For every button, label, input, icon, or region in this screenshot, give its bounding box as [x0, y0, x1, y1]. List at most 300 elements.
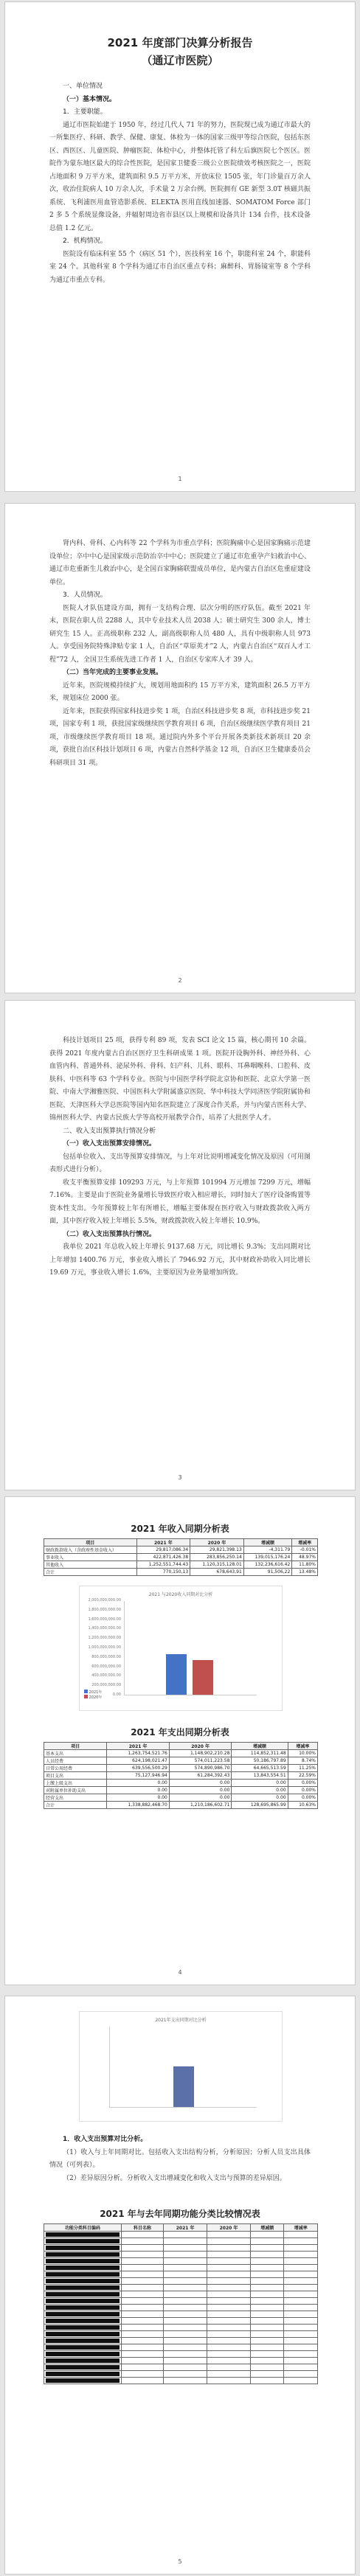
- table-cell: 13.48%: [292, 1569, 318, 1576]
- document-subtitle: （通辽市医院）: [141, 54, 219, 67]
- table-cell: [250, 2338, 284, 2344]
- table-cell: [44, 2238, 122, 2245]
- table-cell: 139,015,176.24: [243, 1554, 292, 1561]
- table-row: [44, 2325, 318, 2331]
- redacted-cell-bar: [46, 2345, 120, 2350]
- table-cell: [207, 2364, 251, 2371]
- legend-label: 2021年: [89, 1690, 103, 1695]
- table-cell: [164, 2298, 207, 2305]
- table-cell: 合计: [44, 1569, 137, 1576]
- table-cell: 75,127,946.94: [107, 1772, 170, 1780]
- column-header: 增减额: [250, 2224, 284, 2232]
- table-cell: 0.00%: [288, 1794, 317, 1802]
- y-tick-label: 600,000,000.00: [91, 1664, 121, 1669]
- table-cell: [207, 2358, 251, 2364]
- table-cell: 29,821,398.13: [190, 1546, 244, 1554]
- redacted-cell-bar: [46, 2246, 120, 2250]
- legend-label: 2020年: [89, 1695, 103, 1700]
- y-tick-label: 200,000,000.00: [91, 1683, 121, 1688]
- table-cell: 624,198,021.47: [107, 1757, 170, 1765]
- table-cell: [44, 2358, 122, 2364]
- expense-plot-area: [109, 2027, 257, 2108]
- table-cell: [284, 2265, 318, 2271]
- redacted-cell-bar: [46, 2352, 120, 2356]
- redacted-cell-bar: [46, 2292, 120, 2296]
- table-cell: [164, 2271, 207, 2278]
- table-row: [44, 1772, 318, 1780]
- paragraph: 医院人才队伍建设方面，拥有一支结构合理、层次分明的医疗队伍。截至 2021 年末，医院在职人员 2288 人，其中专业技术人员 2038 人；硕士研究生 300 余人，博士研究生 15 人。正高级职称 232 人，副高级职称人员 480 人，具有中级职称人员 973 人。享受国务院特殊津贴专家 1 人，自治区“草原英才”2 人，内蒙古自治区“双百人才工程”72 人，全国卫生系统先进工作者 1 人，自治区专家库人才 39 人。: [49, 604, 311, 664]
- table-cell: [121, 2271, 163, 2278]
- y-tick-label: 1,200,000,000.00: [88, 1636, 121, 1641]
- table-cell: 基本支出: [44, 1750, 107, 1757]
- table-cell: 1,263,754,521.76: [107, 1750, 170, 1757]
- table-cell: [44, 2311, 122, 2318]
- table-cell: [164, 2325, 207, 2331]
- table-cell: [284, 2344, 318, 2351]
- table-cell: [250, 2364, 284, 2371]
- income-bar-2021: [166, 1654, 187, 1695]
- table-cell: 1,338,882,468.70: [107, 1802, 170, 1809]
- table-cell: [44, 2318, 122, 2325]
- table-cell: [250, 2238, 284, 2245]
- table-row: [44, 2271, 318, 2278]
- page-4: [4, 1496, 356, 1985]
- table-row: [44, 1750, 318, 1757]
- column-header: 增减率: [292, 1539, 318, 1546]
- table-row: [44, 2371, 318, 2378]
- table-cell: [284, 2252, 318, 2258]
- column-header: 2020 年: [169, 1743, 232, 1750]
- table-cell: 574,011,223.58: [169, 1757, 232, 1765]
- document-title: 2021 年度部门决算分析报告: [107, 36, 253, 49]
- table-cell: [284, 2278, 318, 2285]
- table-cell: 61,284,392.43: [169, 1772, 232, 1780]
- table-cell: [121, 2258, 163, 2265]
- column-header: 项目: [44, 1743, 107, 1750]
- table-row: [44, 2331, 318, 2338]
- table-cell: [284, 2238, 318, 2245]
- table-row: [44, 2318, 318, 2325]
- table-cell: [207, 2252, 251, 2258]
- table-cell: [44, 2278, 122, 2285]
- section-heading: 二、收入支出预算执行情况分析: [63, 1127, 156, 1135]
- table-cell: [250, 2318, 284, 2325]
- page-2-body: [49, 538, 311, 770]
- page-1: [4, 1, 356, 492]
- page-number: 4: [178, 1969, 182, 1976]
- subsection-heading: （二）当年完成的主要事业发展。: [63, 669, 163, 676]
- column-header: 2020 年: [190, 1539, 244, 1546]
- table-cell: [44, 2232, 122, 2238]
- redacted-cell-bar: [46, 2358, 120, 2363]
- legend-swatch: [84, 1690, 88, 1693]
- table-cell: [250, 2325, 284, 2331]
- table-row: [44, 1554, 318, 1561]
- table-cell: 人员经费: [44, 1757, 107, 1765]
- table-cell: [164, 2371, 207, 2378]
- table-cell: [284, 2331, 318, 2338]
- column-header: 2020 年: [207, 2224, 251, 2232]
- table-cell: [121, 2371, 163, 2378]
- income-plot-area: [124, 1601, 257, 1695]
- page-5-body: [49, 2134, 311, 2185]
- table-cell: [284, 2305, 318, 2311]
- table-row: [44, 2265, 318, 2271]
- page-3-body: [49, 1035, 311, 1280]
- table-cell: [121, 2238, 163, 2245]
- table-cell: [121, 2325, 163, 2331]
- table-cell: [284, 2325, 318, 2331]
- table-cell: 11.25%: [288, 1765, 317, 1772]
- table-cell: 上缴上级支出: [44, 1780, 107, 1787]
- table-cell: [121, 2232, 163, 2238]
- paragraph: 科技计划项目 25 项，获得专利 89 项，发表 SCI 论文 15 篇，核心期刊 10 余篇。获得 2021 年度内蒙古自治区医疗卫生科研成果 1 项。医院开设胸外科、神经外科、心血管内科、普通外科、泌尿外科、骨科、妇产科、儿科、眼科、耳鼻咽喉科、口腔科、皮肤科、中医科等 63 个学科专业。医院与中国医学科学院北京协和医院、北京大学第一医院、中南大学湘雅医院、中国医科大学附属盛京医院、华中科技大学同济医学院附属协和医院、天津医科大学总医院等国内知名医院建立了深度合作关系，并与内蒙古医科大学、锦州医科大学、内蒙古民族大学等高校开展教学合作，培养了大批医学人才。: [49, 1037, 311, 1122]
- table-cell: [121, 2331, 163, 2338]
- table-cell: [207, 2344, 251, 2351]
- table-row: [44, 2378, 318, 2384]
- table-cell: 64,665,513.59: [232, 1765, 288, 1772]
- table-cell: [250, 2258, 284, 2265]
- table-cell: [284, 2364, 318, 2371]
- table-cell: 1,252,551,744.43: [136, 1561, 190, 1569]
- redacted-cell-bar: [46, 2378, 120, 2383]
- table-cell: [164, 2344, 207, 2351]
- function-table-title: 2021 年与去年同期功能分类比较情况表: [100, 2209, 260, 2219]
- table-cell: [207, 2318, 251, 2325]
- table-row: [44, 1787, 318, 1794]
- table-cell: [207, 2325, 251, 2331]
- table-cell: [164, 2331, 207, 2338]
- table-cell: 0.00: [169, 1780, 232, 1787]
- redacted-cell-bar: [46, 2239, 120, 2243]
- table-cell: [250, 2265, 284, 2271]
- table-cell: [121, 2378, 163, 2384]
- table-cell: [207, 2311, 251, 2318]
- paragraph: 我单位 2021 年总收入较上年增长 9137.68 万元，同比增长 9.3%；支出同期对比上年增加 1400.76 万元，事业收入增长了 7946.92 万元，其中财政补助收入同比增长 19.69 万元，事业收入增长 1.6%，主要原因为业务量增加所致。: [49, 1243, 311, 1277]
- redacted-cell-bar: [46, 2252, 120, 2257]
- table-cell: 770,150,13: [136, 1569, 190, 1576]
- column-header: 科目名称: [121, 2224, 163, 2232]
- table-row: [44, 1765, 318, 1772]
- table-cell: 项目支出: [44, 1772, 107, 1780]
- table-row: [44, 1569, 318, 1576]
- table-cell: [250, 2271, 284, 2278]
- table-cell: [284, 2258, 318, 2265]
- table-cell: 0.00: [169, 1787, 232, 1794]
- table-cell: [284, 2311, 318, 2318]
- table-cell: [44, 2351, 122, 2358]
- table-cell: [121, 2298, 163, 2305]
- table-cell: [44, 2364, 122, 2371]
- redacted-cell-bar: [46, 2266, 120, 2270]
- table-cell: 48.97%: [292, 1554, 318, 1561]
- table-cell: [207, 2238, 251, 2245]
- table-cell: [284, 2338, 318, 2344]
- table-cell: [44, 2298, 122, 2305]
- table-cell: [164, 2252, 207, 2258]
- table-cell: [121, 2364, 163, 2371]
- table-cell: [44, 2285, 122, 2291]
- table-row: [44, 2245, 318, 2252]
- y-tick-label: 1,000,000,000.00: [88, 1645, 121, 1650]
- income-chart: [79, 1586, 283, 1711]
- table-row: [44, 1757, 318, 1765]
- paragraph: 肾内科、骨科、心内科等 22 个学科为市重点学科；医院胸痛中心是国家胸痛示范建设单位；卒中中心是国家级示范防治卒中中心；医院建立了通辽市危重孕产妇救治中心、通辽市危重新生儿救治中心，是全国百家胸痛联盟成员单位，是内蒙古自治区危重症建设单位。: [49, 540, 311, 586]
- page-3: [4, 1000, 356, 1490]
- table-cell: [250, 2285, 284, 2291]
- table-cell: [164, 2245, 207, 2252]
- page-number: 5: [178, 2558, 182, 2565]
- table-cell: [207, 2351, 251, 2358]
- section-heading: 一、单位情况: [63, 83, 103, 90]
- table-cell: [207, 2298, 251, 2305]
- table-cell: [164, 2338, 207, 2344]
- table-cell: [284, 2371, 318, 2378]
- table-cell: [164, 2318, 207, 2325]
- subsection-heading: （二）收入支出预算执行情况。: [63, 1230, 156, 1238]
- table-cell: [207, 2271, 251, 2278]
- function-table: [44, 2223, 318, 2384]
- table-cell: [121, 2311, 163, 2318]
- table-cell: [44, 2245, 122, 2252]
- table-cell: [250, 2311, 284, 2318]
- table-cell: [207, 2258, 251, 2265]
- table-row: [44, 1794, 318, 1802]
- table-cell: 日常公用经费: [44, 1765, 107, 1772]
- table-cell: 合计: [44, 1802, 107, 1809]
- redacted-cell-bar: [46, 2272, 120, 2277]
- item-heading: 2．机构情况。: [63, 237, 107, 245]
- table-cell: 其他收入: [44, 1561, 137, 1569]
- column-header: 功能分类科目编码: [44, 2224, 122, 2232]
- table-cell: [44, 2371, 122, 2378]
- redacted-cell-bar: [46, 2339, 120, 2343]
- table-cell: [121, 2351, 163, 2358]
- table-cell: 0.00: [107, 1787, 170, 1794]
- redacted-cell-bar: [46, 2305, 120, 2310]
- table-cell: [250, 2232, 284, 2238]
- table-cell: [284, 2245, 318, 2252]
- table-cell: [164, 2285, 207, 2291]
- table-cell: [207, 2338, 251, 2344]
- income-bar-2020: [193, 1660, 213, 1695]
- table-cell: [164, 2278, 207, 2285]
- table-cell: 10.63%: [288, 1802, 317, 1809]
- table-cell: [164, 2378, 207, 2384]
- table-cell: 经营支出: [44, 1794, 107, 1802]
- table-cell: [121, 2285, 163, 2291]
- table-cell: [44, 2325, 122, 2331]
- table-cell: 对附属单位补助支出: [44, 1787, 107, 1794]
- y-tick-label: 1,400,000,000.00: [88, 1626, 121, 1631]
- table-cell: [164, 2265, 207, 2271]
- paragraph: 医院设有临床科室 55 个（病区 51 个），医技科室 16 个，职能科室 24 个，职能科室 24 个。其他科室 8 个学科为通辽市自治区重点专科；麻醉科、胃肠镜室等 8 个学科为通辽市重点专科。: [49, 250, 311, 284]
- table-cell: [207, 2371, 251, 2378]
- table-cell: [250, 2305, 284, 2311]
- redacted-cell-bar: [46, 2312, 120, 2316]
- table-cell: [207, 2232, 251, 2238]
- table-cell: [44, 2271, 122, 2278]
- y-tick-label: 1,600,000,000.00: [88, 1617, 121, 1622]
- table-cell: 29,817,086.34: [136, 1546, 190, 1554]
- y-tick-label: 400,000,000.00: [91, 1673, 121, 1678]
- income-legend: [84, 1690, 102, 1700]
- expense-chart: [79, 2011, 283, 2122]
- table-cell: 0.00: [107, 1780, 170, 1787]
- table-cell: [250, 2344, 284, 2351]
- income-chart-title: 2021 与2020收入同期对比分析: [148, 1592, 213, 1597]
- table-cell: [207, 2378, 251, 2384]
- table-cell: [284, 2271, 318, 2278]
- table-cell: 639,556,500.29: [107, 1765, 170, 1772]
- table-cell: 1,210,186,602.71: [169, 1802, 232, 1809]
- table-cell: [121, 2252, 163, 2258]
- table-cell: [44, 2265, 122, 2271]
- table-cell: [284, 2285, 318, 2291]
- table-row: [44, 2305, 318, 2311]
- table-cell: 11.80%: [292, 1561, 318, 1569]
- expense-table-title: 2021 年支出同期分析表: [131, 1727, 229, 1737]
- column-header: 2021 年: [136, 1539, 190, 1546]
- table-cell: [250, 2245, 284, 2252]
- column-header: 2021 年: [164, 2224, 207, 2232]
- table-cell: [121, 2318, 163, 2325]
- paragraph: 收支平衡预算安排 109293 万元，与上年预算 101994 万元增加 7299 万元，增幅 7.16%。主要是由于医院业务量增长导致医疗收入相应增长，同时加大了医疗设备购置等资本性支出。今年预算较上年有所增长，增幅主要体现在医疗收入与财政拨款收入两方面，其中医疗收入较上年增长 5.5%，财政拨款收入较上年增长 10.9%。: [49, 1178, 311, 1225]
- redacted-cell-bar: [46, 2279, 120, 2283]
- table-row: [44, 2364, 318, 2371]
- expense-table: [44, 1742, 318, 1809]
- y-tick-label: 2,000,000,000.00: [88, 1598, 121, 1603]
- table-cell: [44, 2305, 122, 2311]
- table-cell: [250, 2351, 284, 2358]
- table-row: [44, 1546, 318, 1554]
- table-row: [44, 2238, 318, 2245]
- table-row: [44, 2298, 318, 2305]
- table-cell: [284, 2351, 318, 2358]
- table-cell: [121, 2305, 163, 2311]
- paragraph: 包括单位收入、支出等预算安排情况，与上年对比说明增减变化情况及原因（可用图表形式进行分析）。: [49, 1153, 311, 1173]
- table-cell: [44, 2338, 122, 2344]
- redacted-cell-bar: [46, 2319, 120, 2323]
- page-1-body: [49, 80, 311, 287]
- table-cell: 132,236,616.42: [243, 1561, 292, 1569]
- table-cell: [164, 2311, 207, 2318]
- paragraph: 近年来，医院规模持续扩大，规划用地面积约 15 万平方米，建筑面积 26.5 万平方米，规划床位 2000 张。: [49, 681, 311, 702]
- column-header: 增减率: [284, 2224, 318, 2232]
- redacted-cell-bar: [46, 2372, 120, 2376]
- paragraph: （1）收入与上年同期对比。包括收入支出结构分析，分析原因；分析人员支出具体情况（可列表）。: [49, 2148, 311, 2169]
- paragraph: 通辽市医院始建于 1950 年，经过几代人 71 年的努力，医院现已成为通辽市最大的一所集医疗、科研、教学、保健、康复、体检为一体的国家三级甲等综合医院，包括东医区、西医区、儿童医院、肿瘤医院、体检中心，并整体托管了科左后旗医院七个医区。医院作为蒙东地区最大的综合性医院，是国家卫健委三级公立医院绩效考核医院之一，医院占地面积 9 万平方米，建筑面积 9.5 万平方米，开放床位 1505 张，年门诊量百万余人次，收治住院病人 10 万余人次，手术量 2 万余台例。医院拥有 GE 新型 3.0T 核磁共振系统、飞利浦医用血管造影系统、ELEKTA 医用直线加速器、SOMATOM Force 部门 2 多 5 个系统显像设备，并辐射周边省市县区以上规模和设备共计 134 台件，技术设备总值 1.2 亿元。: [49, 121, 311, 232]
- table-cell: [250, 2358, 284, 2364]
- column-header: 增减额: [232, 1743, 288, 1750]
- redacted-cell-bar: [46, 2299, 120, 2303]
- table-cell: [44, 2378, 122, 2384]
- table-cell: [164, 2291, 207, 2298]
- table-cell: 0.00: [107, 1794, 170, 1802]
- table-cell: [44, 2331, 122, 2338]
- table-row: [44, 1780, 318, 1787]
- table-cell: [284, 2298, 318, 2305]
- table-cell: [207, 2278, 251, 2285]
- table-cell: [284, 2291, 318, 2298]
- table-cell: [250, 2291, 284, 2298]
- redacted-cell-bar: [46, 2232, 120, 2237]
- table-cell: 422,871,426.38: [136, 1554, 190, 1561]
- table-cell: [121, 2338, 163, 2344]
- expense-bar: [173, 2066, 194, 2107]
- table-cell: [164, 2258, 207, 2265]
- table-cell: 50,186,797.89: [232, 1757, 288, 1765]
- table-cell: [121, 2358, 163, 2364]
- legend-swatch: [84, 1695, 88, 1698]
- table-cell: [44, 2252, 122, 2258]
- table-cell: [284, 2232, 318, 2238]
- item-heading: 1．主要职能。: [63, 108, 107, 116]
- table-cell: [284, 2318, 318, 2325]
- table-row: [44, 2291, 318, 2298]
- table-row: [44, 2232, 318, 2238]
- table-cell: 1,148,902,210.28: [169, 1750, 232, 1757]
- table-cell: 财政拨款收入（含政府性基金收入）: [44, 1546, 137, 1554]
- redacted-cell-bar: [46, 2365, 120, 2370]
- item-heading: 3．人员情况。: [63, 591, 107, 599]
- table-cell: [121, 2344, 163, 2351]
- table-cell: 0.00: [232, 1787, 288, 1794]
- redacted-cell-bar: [46, 2332, 120, 2336]
- table-row: [44, 2252, 318, 2258]
- table-row: [44, 2311, 318, 2318]
- paragraph: （2）差异原因分析。分析收入支出增减变化和收入支出与预算的差异原因。: [63, 2174, 286, 2182]
- table-cell: [121, 2245, 163, 2252]
- table-row: [44, 2278, 318, 2285]
- table-cell: [121, 2291, 163, 2298]
- income-table: [44, 1538, 318, 1576]
- table-cell: [164, 2238, 207, 2245]
- table-row: [44, 2344, 318, 2351]
- table-cell: -0.01%: [292, 1546, 318, 1554]
- table-cell: [250, 2331, 284, 2338]
- y-tick-label: 800,000,000.00: [91, 1654, 121, 1659]
- table-cell: [207, 2291, 251, 2298]
- table-cell: 事业收入: [44, 1554, 137, 1561]
- page-2: [4, 503, 356, 993]
- table-cell: [121, 2265, 163, 2271]
- table-cell: [207, 2245, 251, 2252]
- table-row: [44, 2338, 318, 2344]
- table-cell: [164, 2364, 207, 2371]
- table-cell: 283,856,250.14: [190, 1554, 244, 1561]
- table-cell: 0.00: [232, 1780, 288, 1787]
- table-cell: 91,506,22: [243, 1569, 292, 1576]
- table-cell: 13,843,554.51: [232, 1772, 288, 1780]
- page-5: [4, 1996, 356, 2575]
- page-number: 1: [178, 476, 182, 482]
- table-cell: 8.74%: [288, 1757, 317, 1765]
- column-header: 增减额: [243, 1539, 292, 1546]
- column-header: 增减率: [288, 1743, 317, 1750]
- table-cell: [44, 2291, 122, 2298]
- y-tick-label: 1,800,000,000.00: [88, 1607, 121, 1612]
- redacted-cell-bar: [46, 2325, 120, 2330]
- table-cell: 0.00%: [288, 1780, 317, 1787]
- table-cell: [284, 2378, 318, 2384]
- redacted-cell-bar: [46, 2285, 120, 2290]
- table-cell: [164, 2232, 207, 2238]
- redacted-cell-bar: [46, 2259, 120, 2263]
- table-cell: 0.00%: [288, 1787, 317, 1794]
- table-cell: -4,311.79: [243, 1546, 292, 1554]
- subsection-heading: 1．收入支出预算对比分析。: [63, 2136, 148, 2143]
